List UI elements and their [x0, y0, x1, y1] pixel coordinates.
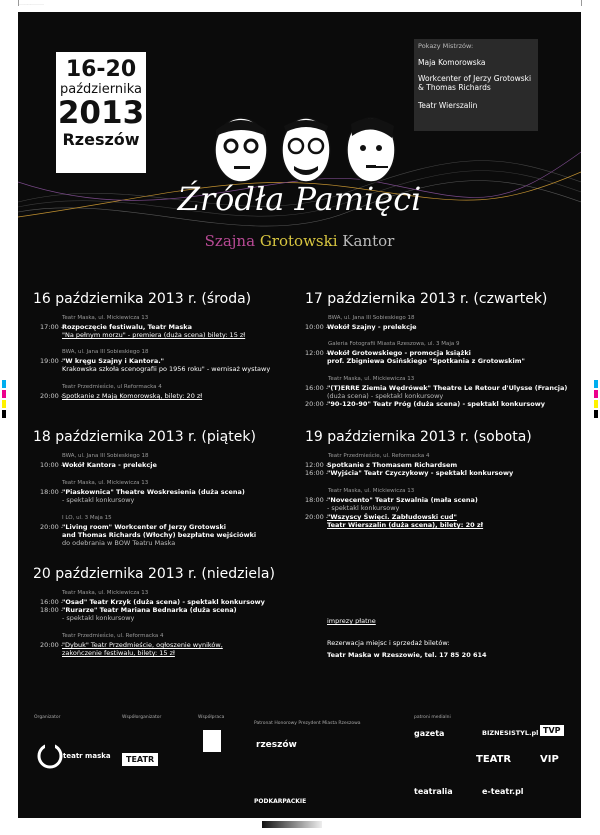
- logo-biznesistyl: BIZNESISTYL.pl: [482, 729, 539, 737]
- masters-box: [414, 39, 538, 131]
- event-line: 18:00 -"Rurarze" Teatr Mariana Bednarka (duża scena): [40, 606, 237, 614]
- logo-wspolpraca: [203, 730, 221, 752]
- event-line: zakończenie festiwalu, bilety: 15 zł: [62, 649, 175, 657]
- day-heading: 18 października 2013 r. (piątek): [33, 429, 256, 445]
- event-line: 10:00 -Wokół Kantora - prelekcje: [40, 461, 157, 469]
- event-line: 20:00 -Spotkanie z Mają Komorowską, bilety: 20 zł: [40, 392, 203, 400]
- venue: Teatr Maska, ul. Mickiewicza 13: [62, 480, 149, 486]
- event-line: Teatr Wierszalin (duża scena), bilety: 20 zł: [327, 521, 484, 529]
- day-heading: 20 października 2013 r. (niedziela): [33, 566, 275, 582]
- venue: Teatr Maska, ul. Mickiewicza 13: [328, 488, 415, 494]
- event-line: 18:00 -"Piaskownica" Theatre Woskresienia (duża scena): [40, 488, 245, 496]
- event-line: 19:00 -"W kręgu Szajny i Kantora.": [40, 357, 165, 365]
- event-line: 10:00 -Wokół Szajny - prelekcje: [305, 323, 417, 331]
- date-box: [56, 52, 146, 173]
- registration-mark: [594, 390, 598, 398]
- logo-teatr-magazine: TEATR: [476, 754, 512, 765]
- date-month: października: [60, 82, 142, 97]
- event-line: 18:00 -"Novecento" Teatr Szwalnia (mała scena): [305, 496, 478, 504]
- registration-mark: [2, 410, 6, 418]
- sponsor-label: Patronat Honorowy Prezydent Miasta Rzeszowa: [254, 721, 361, 726]
- print-slug: ...........................: [18, 2, 44, 6]
- venue: Teatr Maska, ul. Mickiewicza 13: [62, 590, 149, 596]
- sponsor-label: patroni medialni: [414, 715, 451, 720]
- subtitle-szajna: Szajna: [204, 232, 256, 250]
- event-line: - spektakl konkursowy: [62, 614, 135, 622]
- event-line: 20:00 -"90-120-90" Teatr Próg (duża scena) - spektakl konkursowy: [305, 400, 545, 408]
- registration-mark: [594, 410, 598, 418]
- event-line: and Thomas Richards (Włochy) bezpłatne wejściówki: [62, 531, 257, 539]
- sponsor-label: Organizator: [34, 715, 61, 720]
- venue: BWA, ul. Jana III Sobieskiego 18: [62, 453, 149, 459]
- masters-title: Pokazy Mistrzów:: [418, 42, 474, 50]
- event-line: - spektakl konkursowy: [327, 504, 400, 512]
- venue: I LO, ul. 3 Maja 15: [62, 515, 112, 521]
- logo-teatr-maska: teatr maska: [63, 752, 111, 760]
- sponsor-label: Współpraca: [198, 715, 225, 720]
- venue: Teatr Przedmieście, ul. Reformacka 4: [62, 633, 164, 639]
- crop-mark: [581, 0, 582, 6]
- logo-rzeszow: rzeszów: [256, 740, 297, 750]
- day-heading: 17 października 2013 r. (czwartek): [305, 291, 548, 307]
- teatr-maska-logo-icon: [36, 742, 64, 770]
- day-heading: 16 października 2013 r. (środa): [33, 291, 252, 307]
- logo-podkarpackie: PODKARPACKIE: [254, 798, 307, 805]
- registration-mark: [594, 380, 598, 388]
- registration-mark: [2, 380, 6, 388]
- event-line: 12:00 -Wokół Grotowskiego - promocja książki: [305, 349, 471, 357]
- masters-item: Workcenter of Jerzy Grotowski & Thomas Richards: [418, 74, 532, 92]
- registration-mark: [2, 400, 6, 408]
- venue: BWA, ul. Jana III Sobieskiego 18: [62, 349, 149, 355]
- event-line: Krakowska szkoła scenografii po 1956 roku" - wernisaż wystawy: [62, 365, 271, 373]
- logo-tvp: TVP: [540, 725, 564, 736]
- sponsor-label: Współorganizator: [122, 715, 162, 720]
- day-heading: 19 października 2013 r. (sobota): [305, 429, 532, 445]
- venue: Teatr Maska, ul. Mickiewicza 13: [328, 376, 415, 382]
- event-line: - spektakl konkursowy: [62, 496, 135, 504]
- event-line: 12:00 -Spotkanie z Thomasem Richardsem: [305, 461, 458, 469]
- venue: Teatr Przedmieście, ul. Reformacka 4: [328, 453, 430, 459]
- registration-mark: [2, 390, 6, 398]
- logo-teatr-przedmiescie: TEATR: [122, 753, 158, 766]
- event-line: 20:00 -"Wszyscy Święci. Zabłudowski cud": [305, 513, 457, 521]
- logo-gazeta: gazeta: [414, 729, 445, 738]
- event-line: do odebrania w BOW Teatru Maska: [62, 539, 176, 547]
- venue: Teatr Maska, ul. Mickiewicza 13: [62, 315, 149, 321]
- masters-item: Teatr Wierszalin: [418, 101, 478, 110]
- registration-mark: [594, 400, 598, 408]
- event-line: 17:00 -Rozpoczęcie festiwalu, Teatr Maska: [40, 323, 192, 331]
- event-line: 20:00 -"Living room" Workcenter of Jerzy Grotowski: [40, 523, 227, 531]
- event-line: (duża scena) - spektakl konkursowy: [327, 392, 444, 400]
- date-range: 16-20: [65, 57, 137, 82]
- logo-vip: VIP: [540, 754, 559, 765]
- festival-subtitle: [18, 232, 581, 250]
- masters-item: Maja Komorowska: [418, 58, 486, 67]
- date-city: Rzeszów: [62, 130, 140, 149]
- subtitle-grotowski: Grotowski: [259, 232, 338, 250]
- faces-illustration: [206, 110, 406, 188]
- event-line: 16:00 -"Osad" Teatr Krzyk (duża scena) - spektakl konkursowy: [40, 598, 265, 606]
- venue: BWA, ul. Jana III Sobieskiego 18: [328, 315, 415, 321]
- date-year: 2013: [57, 95, 145, 131]
- event-line: "Na pełnym morzu" - premiera (duża scena) bilety: 15 zł: [62, 331, 246, 339]
- venue: Teatr Przedmieście, ul Reformacka 4: [62, 384, 162, 390]
- event-line: 16:00 -"Wyjścia" Teatr Czyczykowy - spektakl konkursowy: [305, 469, 514, 477]
- logo-teatralia: teatralia: [414, 787, 453, 796]
- poster: [18, 12, 581, 818]
- festival-title: Źródła Pamięci: [177, 180, 422, 218]
- reservation-contact: Teatr Maska w Rzeszowie, tel. 17 85 20 614: [327, 651, 487, 659]
- gray-scale-bar: [262, 821, 322, 828]
- event-line: 20:00 -"Dybuk" Teatr Przedmieście, ogłoszenie wyników,: [40, 641, 223, 649]
- paid-events-note: imprezy płatne: [327, 617, 376, 625]
- event-line: 16:00 -"(T)ERRE Ziemia Wędrówek" Theatre Le Retour d'Ulysse (Francja): [305, 384, 568, 392]
- reservation-line: Rezerwacja miejsc i sprzedaż biletów:: [327, 639, 450, 647]
- event-line: prof. Zbigniewa Osińskiego "Spotkania z Grotowskim": [327, 357, 525, 365]
- logo-e-teatr: e-teatr.pl: [482, 787, 524, 796]
- subtitle-kantor: Kantor: [342, 232, 395, 250]
- venue: Galeria Fotografii Miasta Rzeszowa, ul. 3 Maja 9: [328, 341, 460, 347]
